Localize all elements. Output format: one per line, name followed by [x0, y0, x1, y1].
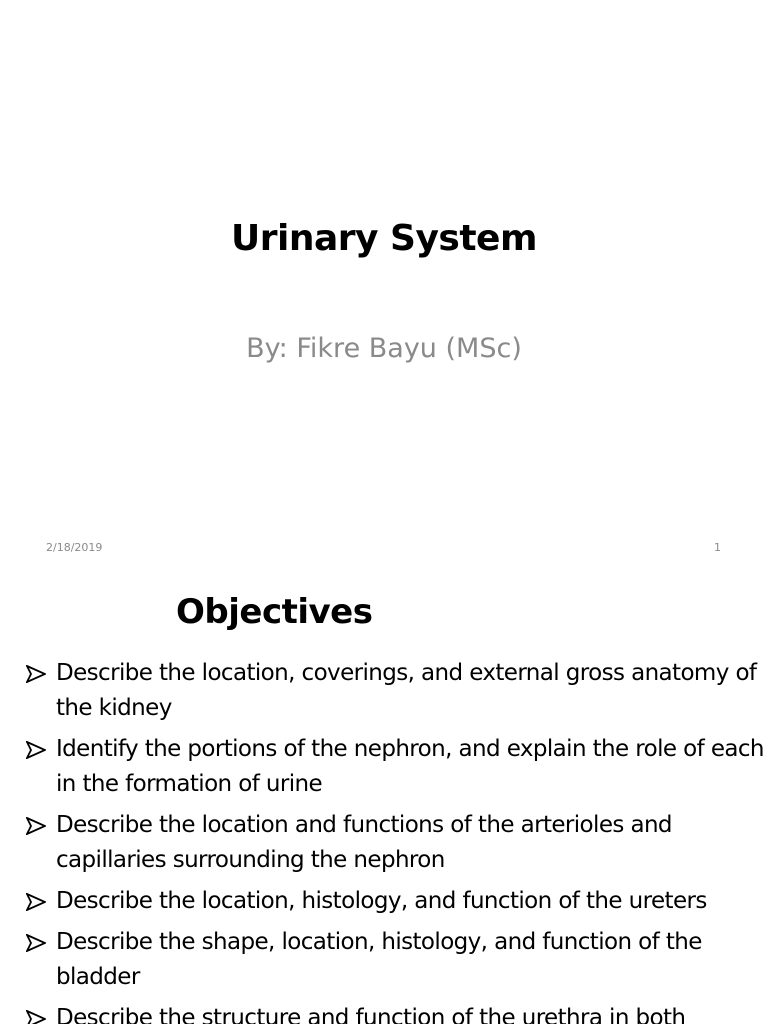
- slide-subtitle: By: Fikre Bayu (MSc): [246, 333, 522, 364]
- arrow-bullet-icon: [26, 925, 48, 960]
- list-item: [26, 808, 764, 878]
- arrow-bullet-icon: [26, 656, 48, 691]
- objective-text: Describe the location, histology, and function of the ureters: [56, 888, 707, 914]
- objectives-list: [26, 656, 764, 1024]
- slide-title: Urinary System: [231, 218, 537, 259]
- list-item: [26, 925, 764, 995]
- arrow-bullet-icon: [26, 884, 48, 919]
- list-item: [26, 732, 764, 802]
- arrow-bullet-icon: [26, 1001, 48, 1024]
- arrow-bullet-icon: [26, 732, 48, 767]
- list-item: [26, 656, 764, 726]
- arrow-bullet-icon: [26, 808, 48, 843]
- list-item: [26, 884, 764, 919]
- objectives-title: Objectives: [176, 592, 373, 632]
- list-item: [26, 1001, 764, 1024]
- objective-text: Identify the portions of the nephron, and explain the role of each in the formation of urine: [56, 736, 764, 797]
- objective-text: Describe the location and functions of the arterioles and capillaries surrounding the nephron: [56, 812, 672, 873]
- slide-date: 2/18/2019: [46, 541, 103, 554]
- objective-text: Describe the location, coverings, and external gross anatomy of the kidney: [56, 660, 757, 721]
- objective-text: Describe the shape, location, histology, and function of the bladder: [56, 929, 702, 990]
- objective-text: Describe the structure and function of the urethra in both: [56, 1005, 686, 1024]
- objectives-slide: [0, 576, 768, 1024]
- slide-page-number: 1: [714, 541, 721, 554]
